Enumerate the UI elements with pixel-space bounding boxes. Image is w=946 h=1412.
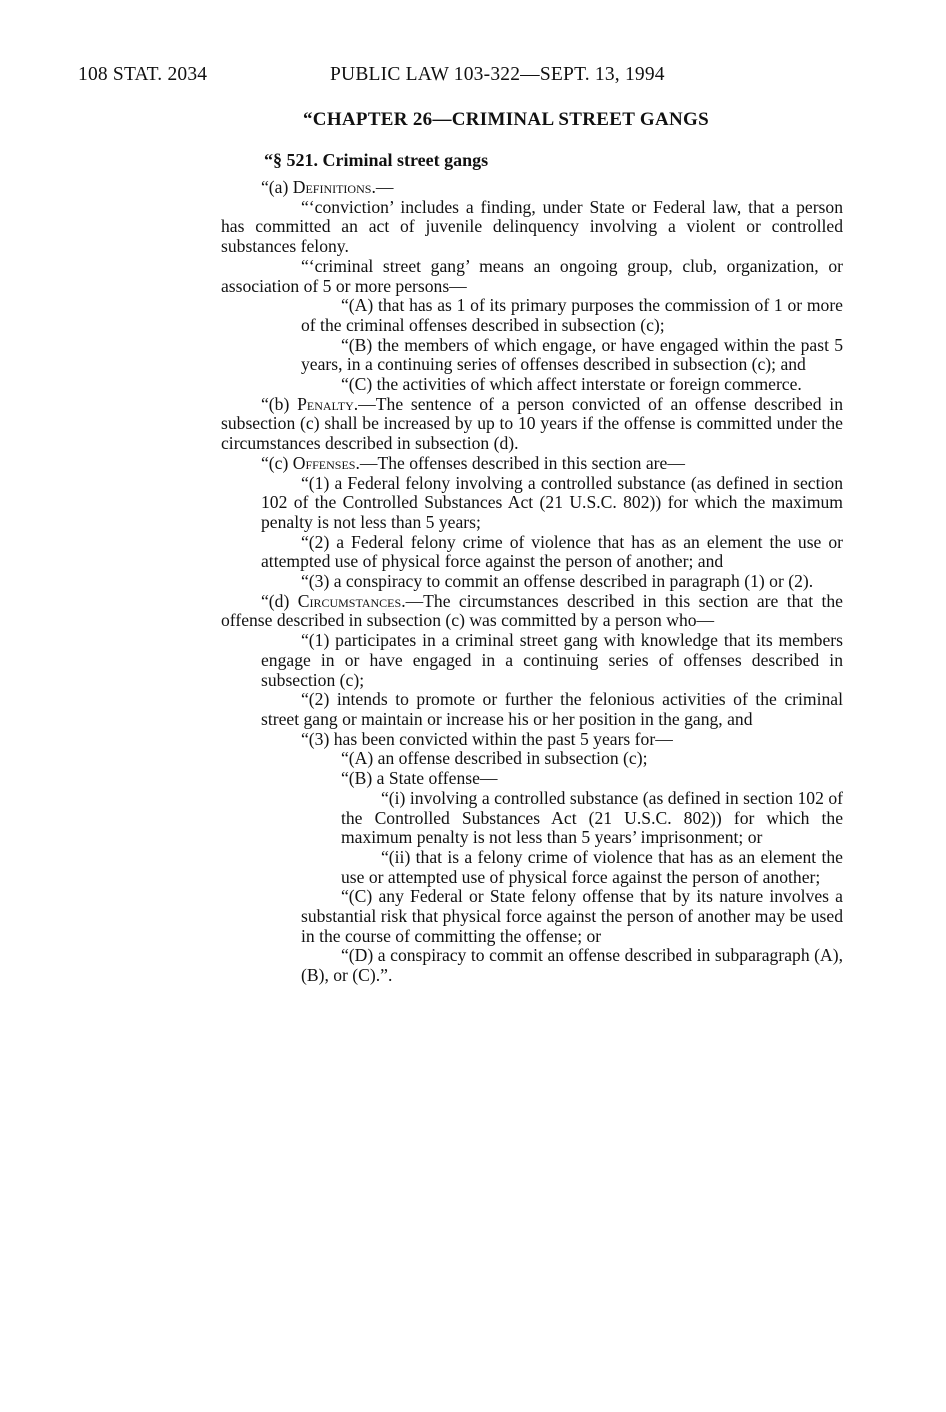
subsection-b-penalty: “(b) Penalty.—The sentence of a person convicted of an offense described in subsection (c) shall be increased by up to 10 years if the offense is committed under the circumstances described in subsection (d). [221,393,843,454]
circumstance-subparagraph-a: “(A) an offense described in subsection (c); [341,748,648,769]
offense-paragraph-3: “(3) a conspiracy to commit an offense described in paragraph (1) or (2). [301,571,814,592]
circumstance-clause-ii: “(ii) that is a felony crime of violence that has as an element the use or attempted use of physical force against the person of another; [341,846,843,887]
definition-criminal-street-gang: “‘criminal street gang’ means an ongoing group, club, organization, or association of 5 or more persons— [221,255,843,296]
section-body [221,178,843,986]
circumstance-subparagraph-b: “(B) a State offense— [341,768,498,789]
subsection-c-offenses: “(c) Offenses.—The offenses described in this section are— [261,452,685,473]
circumstance-paragraph-2: “(2) intends to promote or further the felonious activities of the criminal street gang or maintain or increase his or her position in the gang, and [261,689,843,729]
circumstance-clause-i: “(i) involving a controlled substance (as defined in section 102 of the Controlled Substances Act (21 U.S.C. 802)) for which the maximum penalty is not less than 5 years’ imprisonment; or [341,787,843,848]
subsection-a-heading: “(a) Definitions.— [261,177,394,197]
gang-clause-a: “(A) that has as 1 of its primary purposes the commission of 1 or more of the criminal offenses described in subsection (c); [301,295,843,335]
gang-clause-b: “(B) the members of which engage, or have engaged within the past 5 years, in a continuing series of offenses described in subsection (c); and [301,334,843,375]
circumstance-paragraph-3: “(3) has been convicted within the past 5 years for— [301,728,673,749]
statute-page-reference: 108 STAT. 2034 [78,64,208,85]
section-heading: “§ 521. Criminal street gangs [264,150,489,170]
subsection-d-circumstances: “(d) Circumstances.—The circumstances described in this section are that the offense described in subsection (c) was committed by a person who— [221,590,843,631]
offense-paragraph-1: “(1) a Federal felony involving a controlled substance (as defined in section 102 of the Controlled Substances Act (21 U.S.C. 802)) for which the maximum penalty is not less than 5 years; [261,472,843,532]
circumstance-subparagraph-c: “(C) any Federal or State felony offense that by its nature involves a substantial risk that physical force against the person of another may be used in the course of committing the offense; or [301,886,843,946]
offense-paragraph-2: “(2) a Federal felony crime of violence that has as an element the use or attempted use of physical force against the person of another; and [261,531,843,572]
circumstance-paragraph-1: “(1) participates in a criminal street gang with knowledge that its members engage in or have engaged in a continuing series of offenses described in subsection (c); [261,630,843,690]
definition-conviction: “‘conviction’ includes a finding, under State or Federal law, that a person has committed an act of juvenile delinquency involving a violent or controlled substances felony. [221,196,843,257]
page-header [78,64,878,86]
circumstance-subparagraph-d: “(D) a conspiracy to commit an offense described in subparagraph (A), (B), or (C).”. [301,945,843,986]
gang-clause-c: “(C) the activities of which affect interstate or foreign commerce. [341,374,802,395]
public-law-reference: PUBLIC LAW 103-322—SEPT. 13, 1994 [330,64,665,85]
chapter-heading: “CHAPTER 26—CRIMINAL STREET GANGS [303,109,709,130]
